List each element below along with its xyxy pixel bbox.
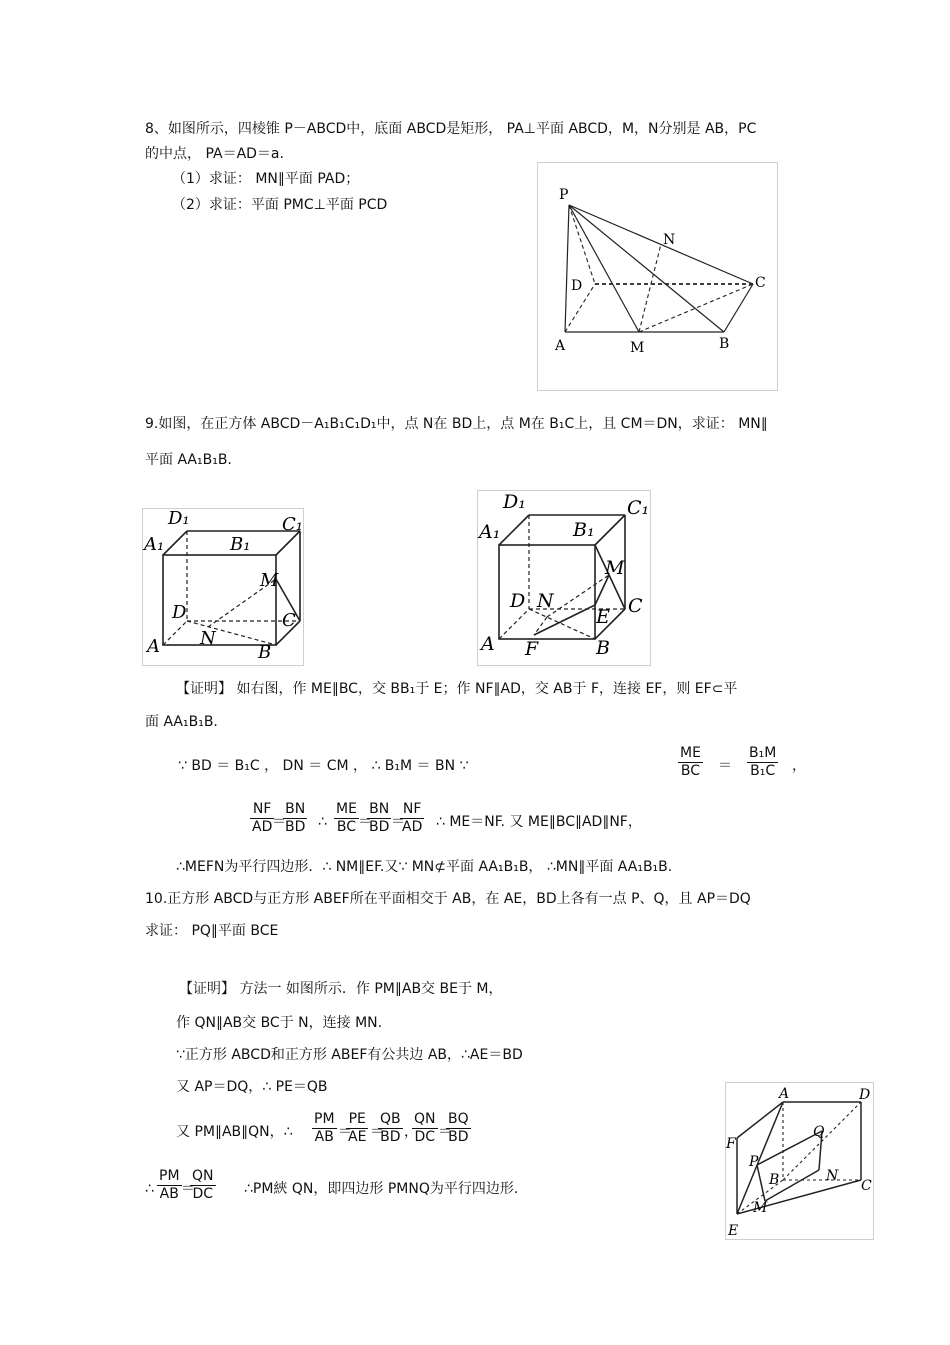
q9-equals-sign: ＝ xyxy=(272,814,286,830)
q9-fraction-b1m-b1c: $\frac{\text{B₁M}}{\text{B₁C}}$ xyxy=(749,745,777,779)
q9-right-label-b1: B₁ xyxy=(573,519,595,541)
q8-fig-label-b: B xyxy=(719,336,730,352)
q10-fig-label-e: E xyxy=(728,1223,739,1239)
q10-fig-label-m: M xyxy=(753,1200,768,1216)
q8-line2: 的中点， PA＝AD＝a. xyxy=(145,146,284,162)
q9-proof-line1: 【证明】 如右图，作 ME∥BC，交 BB₁于 E；作 NF∥AD，交 AB于 F，连接 EF，则 EF⊂平 xyxy=(176,681,738,697)
q9-right-label-c: C xyxy=(628,595,643,617)
q9-right-label-d1: D₁ xyxy=(503,491,526,513)
q10-proof-line3: ∵正方形 ABCD和正方形 ABEF有公共边 AB，∴AE＝BD xyxy=(176,1047,523,1063)
q10-fraction-qb-bd: $\frac{QB}{BD}$ xyxy=(380,1111,401,1145)
q9-proof-line5: ∴MEFN为平行四边形．∴ NM∥EF.又∵ MN⊄平面 AA₁B₁B， ∴MN∥平面 AA₁B₁B. xyxy=(176,859,673,875)
q9-right-label-n: N xyxy=(537,590,554,612)
q9-left-label-m: M xyxy=(260,570,279,591)
q10-fraction-pm-ab: $\frac{PM}{AB}$ xyxy=(314,1111,335,1145)
q9-proof-line2: 面 AA₁B₁B. xyxy=(145,714,218,730)
q8-fig-label-n: N xyxy=(663,232,676,248)
q10-fraction-bq-bd: $\frac{BQ}{BD}$ xyxy=(448,1111,469,1145)
q8-fig-label-c: C xyxy=(755,275,766,291)
q8-fig-label-p: P xyxy=(559,187,569,203)
q9-right-label-b: B xyxy=(596,637,610,659)
q10-fig-label-n: N xyxy=(826,1168,839,1184)
q9-left-label-a: A xyxy=(147,636,160,657)
q10-equals-sign: ＝ xyxy=(338,1124,352,1140)
q10-equals-sign: ＝ xyxy=(181,1181,195,1197)
q9-line1: 9.如图，在正方体 ABCD－A₁B₁C₁D₁中，点 N在 BD上，点 M在 B₁C上，且 CM＝DN，求证： MN∥ xyxy=(145,416,768,432)
q10-equals-sign: ＝ xyxy=(438,1124,452,1140)
q10-proof-line1: 【证明】 方法一 如图所示．作 PM∥AB交 BE于 M， xyxy=(179,981,503,997)
q9-left-label-n: N xyxy=(200,628,216,649)
q9-left-label-d: D xyxy=(172,602,187,623)
q10-fig-label-b: B xyxy=(769,1172,780,1188)
q9-fraction-nf-ad-2: $\frac{NF}{AD}$ xyxy=(402,801,423,835)
q8-part1: （1）求证： MN∥平面 PAD； xyxy=(172,171,360,187)
q8-part2: （2）求证：平面 PMC⊥平面 PCD xyxy=(172,197,388,213)
q9-right-label-m: M xyxy=(605,557,625,579)
q10-equals-sign: ＝ xyxy=(370,1124,384,1140)
q10-line1: 10.正方形 ABCD与正方形 ABEF所在平面相交于 AB，在 AE，BD上各有一点 P、Q，且 AP＝DQ xyxy=(145,891,751,907)
q10-fig-label-c: C xyxy=(861,1178,872,1194)
q9-proof-line4-tail: ∴ ME＝NF. 又 ME∥BC∥AD∥NF， xyxy=(436,814,642,830)
q9-left-label-b1: B₁ xyxy=(230,534,251,555)
q10-fraction-pe-ae: $\frac{PE}{AE}$ xyxy=(348,1111,367,1145)
q10-squares-figure xyxy=(725,1082,874,1240)
q9-left-label-c: C xyxy=(282,610,296,631)
q9-left-label-c1: C₁ xyxy=(282,514,303,535)
q9-equals-sign: ＝ xyxy=(358,814,372,830)
q9-right-label-f: F xyxy=(525,638,539,660)
q8-fig-label-a: A xyxy=(555,338,566,354)
q9-fraction-nf-ad: $\frac{NF}{AD}$ xyxy=(252,801,273,835)
q9-fraction-bn-bd: $\frac{BN}{BD}$ xyxy=(285,801,306,835)
q9-equals-sign: ＝ xyxy=(718,758,732,774)
q10-fraction-qn-dc-2: $\frac{QN}{DC}$ xyxy=(192,1168,214,1202)
q10-fig-label-d: D xyxy=(859,1087,871,1103)
q8-fig-label-m: M xyxy=(630,340,645,356)
q10-fraction-qn-dc: $\frac{QN}{DC}$ xyxy=(414,1111,436,1145)
q9-right-label-d: D xyxy=(510,590,526,612)
q10-fig-label-f: F xyxy=(726,1136,736,1152)
q9-equals-sign: ＝ xyxy=(391,814,405,830)
q10-proof-line6: ∴PM綊 QN，即四边形 PMNQ为平行四边形. xyxy=(244,1181,519,1197)
q10-fig-label-p: P xyxy=(749,1154,759,1170)
q8-line1: 8、如图所示，四棱锥 P－ABCD中，底面 ABCD是矩形， PA⊥平面 ABCD，M，N分别是 AB，PC xyxy=(145,121,757,137)
q10-fig-label-q: Q xyxy=(813,1124,825,1140)
q10-comma: ， xyxy=(404,1124,418,1140)
q9-right-label-a: A xyxy=(481,633,495,655)
q9-proof-line3: ∵ BD ＝ B₁C ， DN ＝ CM ， ∴ B₁M ＝ BN ∵ xyxy=(178,758,469,774)
q10-fraction-pm-ab-2: $\frac{PM}{AB}$ xyxy=(159,1168,180,1202)
q9-left-label-d1: D₁ xyxy=(168,508,190,529)
q10-therefore: ∴ xyxy=(145,1181,154,1197)
q9-cube-figure-right xyxy=(477,490,651,666)
q10-proof-line4: 又 AP＝DQ，∴ PE＝QB xyxy=(176,1079,328,1095)
q10-proof-line2: 作 QN∥AB交 BC于 N，连接 MN. xyxy=(176,1015,383,1031)
q10-line2: 求证： PQ∥平面 BCE xyxy=(145,923,279,939)
q9-fraction-bn-bd-2: $\frac{BN}{BD}$ xyxy=(369,801,390,835)
q9-right-label-e: E xyxy=(596,606,610,628)
q9-comma: ， xyxy=(792,758,806,774)
q9-therefore: ∴ xyxy=(318,814,327,830)
q9-right-label-c1: C₁ xyxy=(627,497,650,519)
q9-line2: 平面 AA₁B₁B. xyxy=(145,452,232,468)
q8-pyramid-figure xyxy=(537,162,778,391)
q8-fig-label-d: D xyxy=(571,278,583,294)
q9-fraction-me-bc: $\frac{ME}{BC}$ xyxy=(680,745,701,779)
q9-left-label-b: B xyxy=(258,642,272,663)
q9-right-label-a1: A₁ xyxy=(479,521,501,543)
q10-proof-line5: 又 PM∥AB∥QN，∴ xyxy=(176,1124,293,1140)
q9-left-label-a1: A₁ xyxy=(144,534,165,555)
q9-cube-figure-left xyxy=(142,508,304,666)
q10-fig-label-a: A xyxy=(779,1086,790,1102)
q9-fraction-me-bc-2: $\frac{ME}{BC}$ xyxy=(336,801,357,835)
